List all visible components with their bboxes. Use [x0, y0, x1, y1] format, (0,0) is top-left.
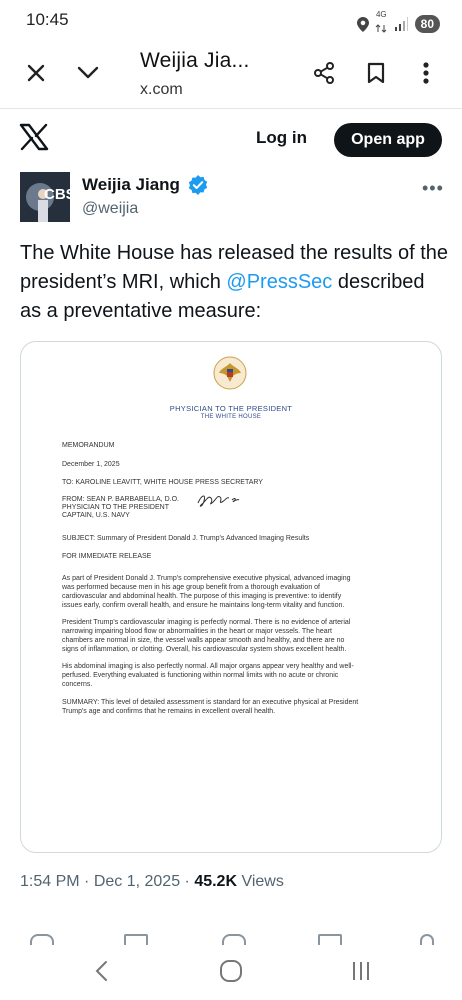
- location-icon: [357, 17, 369, 32]
- signature-image: [196, 491, 242, 509]
- page-url[interactable]: x.com: [140, 81, 183, 98]
- doc-header-title: PHYSICIAN TO THE PRESIDENT: [169, 404, 293, 413]
- doc-paragraph-4: [62, 698, 396, 716]
- views-count: 45.2K: [194, 873, 238, 890]
- close-icon[interactable]: [22, 59, 50, 87]
- doc-header-subtitle: THE WHITE HOUSE: [200, 414, 262, 420]
- back-icon[interactable]: [86, 958, 116, 984]
- signal-icon: [394, 17, 408, 31]
- tweet-text-end: described as a preventative measure:: [20, 271, 425, 322]
- doc-line: narrowing impairing blood flow or abnormalities in the heart or major vessels. The heart: [62, 628, 332, 635]
- presidential-seal-icon: [212, 355, 248, 391]
- meta-separator: ·: [180, 873, 195, 890]
- doc-line: concerns.: [62, 681, 93, 688]
- doc-paragraph-1: [62, 574, 396, 610]
- chevron-down-icon[interactable]: [74, 59, 102, 87]
- doc-paragraph-3: [62, 662, 396, 689]
- status-time: 10:45: [26, 10, 69, 29]
- page-title[interactable]: Weijia Jia...: [140, 49, 250, 72]
- mention-link[interactable]: @PressSec: [226, 271, 333, 293]
- doc-line: His abdominal imaging is also perfectly normal. All major organs appear very healthy and well-: [62, 663, 354, 670]
- verified-badge-icon: [188, 175, 208, 195]
- login-button[interactable]: Log in: [256, 128, 307, 147]
- status-icons: [357, 11, 440, 37]
- tweet-actions: [0, 930, 462, 944]
- doc-line: As part of President Donald J. Trump's comprehensive executive physical, advanced imaging: [62, 575, 351, 582]
- doc-from: FROM: SEAN P. BARBABELLA, D.O.: [62, 496, 179, 503]
- author-name[interactable]: Weijia Jiang: [82, 175, 180, 194]
- network-indicator: [376, 11, 387, 37]
- share-icon[interactable]: [310, 59, 338, 87]
- author-handle[interactable]: @weijia: [82, 200, 139, 217]
- tweet-time[interactable]: 1:54 PM: [20, 873, 80, 890]
- home-icon[interactable]: [216, 958, 246, 984]
- doc-line: chambers are normal in size, the vessel walls appear smooth and healthy, and there are no: [62, 637, 345, 644]
- doc-from-rank: CAPTAIN, U.S. NAVY: [62, 512, 130, 519]
- doc-line: Trump's age and confirms that he remains in excellent overall health.: [62, 708, 276, 715]
- more-vertical-icon[interactable]: [412, 59, 440, 87]
- more-horizontal-icon[interactable]: •••: [422, 178, 444, 198]
- bookmark-icon[interactable]: [362, 59, 390, 87]
- doc-line: signs of inflammation, or clotting. Overall, his cardiovascular system shows excellent health.: [62, 646, 347, 653]
- doc-line: cardiovascular and abdominal health. The purpose of this imaging is preventive: to identify: [62, 593, 342, 600]
- doc-date: December 1, 2025: [62, 461, 120, 468]
- doc-line: issues early, confirm overall health, and ensure he maintains long-term vitality and function.: [62, 602, 345, 609]
- doc-paragraph-2: [62, 618, 396, 654]
- meta-separator: ·: [79, 873, 94, 890]
- x-logo[interactable]: [20, 124, 48, 158]
- doc-to: TO: KAROLINE LEAVITT, WHITE HOUSE PRESS SECRETARY: [62, 479, 263, 486]
- doc-memorandum: MEMORANDUM: [62, 442, 115, 449]
- tweet-text-start: The White House has released the results of the president’s MRI, which: [20, 242, 449, 293]
- tweet-text: [20, 239, 450, 326]
- doc-from-title: PHYSICIAN TO THE PRESIDENT: [62, 504, 169, 511]
- avatar-text: CBS: [44, 186, 76, 203]
- doc-line: SUMMARY: This level of detailed assessment is standard for an executive physical at President: [62, 699, 359, 706]
- doc-subject: SUBJECT: Summary of President Donald J. Trump's Advanced Imaging Results: [62, 535, 310, 542]
- battery-icon: 80: [415, 15, 440, 33]
- doc-line: was performed because men in his age group benefit from a thorough evaluation of: [62, 584, 320, 591]
- doc-line: President Trump's cardiovascular imaging is perfectly normal. There is no evidence of arterial: [62, 619, 351, 626]
- network-label: 4G: [375, 10, 387, 19]
- open-app-button[interactable]: Open app: [334, 123, 442, 157]
- doc-release: FOR IMMEDIATE RELEASE: [62, 553, 152, 560]
- doc-line: perfused. Everything evaluated is functioning within normal limits with no acute or chronic: [62, 672, 339, 679]
- recents-icon[interactable]: [346, 958, 376, 984]
- views-label: Views: [237, 873, 284, 890]
- divider: [0, 108, 462, 109]
- avatar[interactable]: [20, 172, 76, 222]
- tweet-meta: [20, 873, 284, 891]
- tweet-date[interactable]: Dec 1, 2025: [93, 873, 181, 890]
